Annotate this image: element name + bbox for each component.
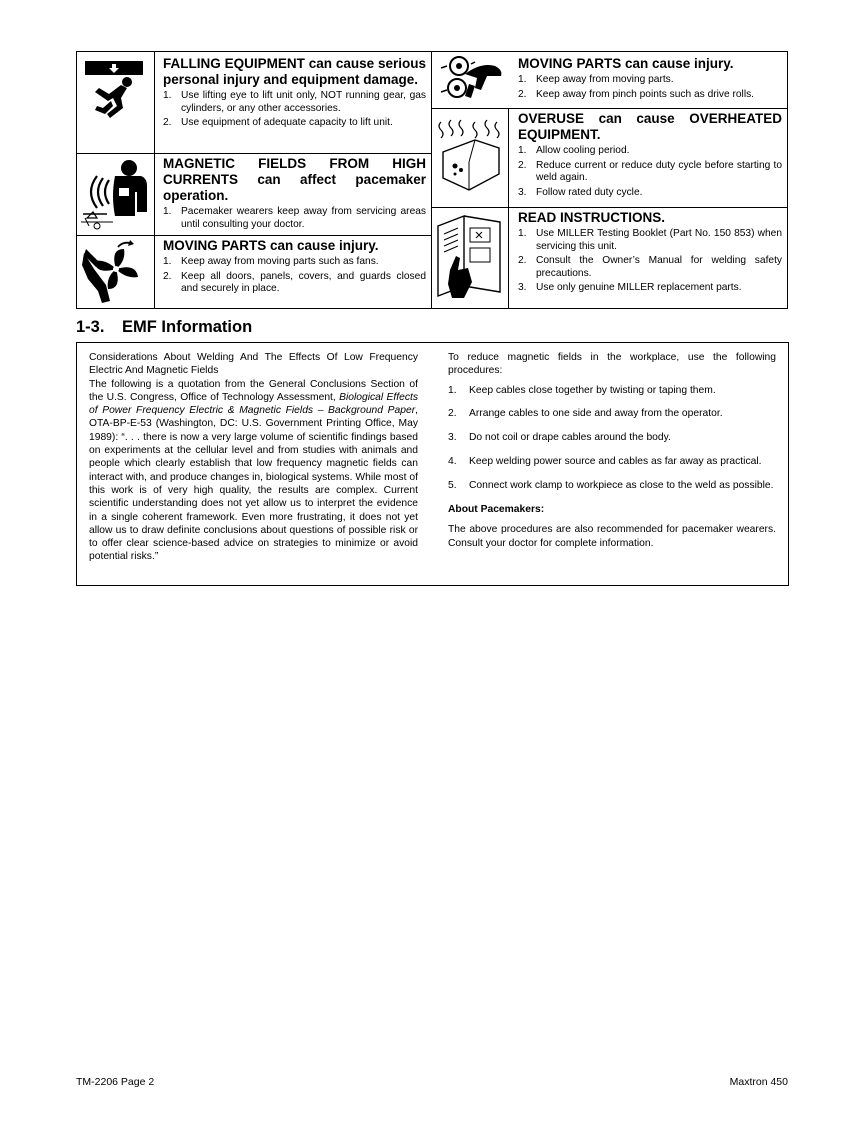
list-item: 1. Keep away from moving parts. [518, 74, 674, 85]
list-item: 3. Use only genuine MILLER replacement parts. [518, 282, 742, 293]
row-divider [431, 207, 788, 208]
emf-quotation: The following is a quotation from the General Conclusions Section of the U.S. Congress, Office of Technology Assessment, Biological Effects of Power Frequency Electric & Magnetic Fields – Background Paper, OTA-BP-E-53 (Washington, DC: U.S. Government Printing Office, May 1989): “. . . there is now a very large volume of scientific findings based on experiments at the cellular level and from studies with animals and people which clearly establish that low frequency magnetic fields can interact with, and produce changes in, biological systems. While most of this work is of very high quality, the results are complex. Current scientific understanding does not yet allow us to interpret the evidence in a single coherent framework. Even more frustrating, it does not yet allow us to draw definite conclusions about questions of possible risk or to offer clear science-based advice on strategies to minimize or avoid potential risks.” [89, 378, 418, 563]
moving-parts-rolls-warning [518, 56, 782, 103]
moving-parts-rolls-list [518, 74, 782, 101]
pacemakers-text: The above procedures are also recommended for pacemaker wearers. Consult your doctor for complete information. [448, 524, 776, 549]
list-item: 2. Use equipment of adequate capacity to lift unit. [163, 117, 393, 128]
read-instructions-heading: READ INSTRUCTIONS. [518, 210, 666, 225]
publication-title: Biological Effects of Power Frequency Electric & Magnetic Fields – Background Paper [89, 391, 418, 417]
emf-left-title: Considerations About Welding And The Effects Of Low Frequency Electric And Magnetic Fields [89, 352, 418, 377]
list-item: 1. Use MILLER Testing Booklet (Part No. 150 853) when servicing this unit. [518, 228, 782, 252]
list-item: 4. Keep welding power source and cables as far away as practical. [448, 456, 762, 468]
moving-parts-fans-warning [163, 238, 426, 298]
icon-column-divider [154, 52, 155, 308]
emf-procedures-intro: To reduce magnetic fields in the workplace, use the following procedures: [448, 352, 776, 377]
falling-equipment-warning [163, 56, 426, 132]
overuse-heading: OVERUSE can cause OVERHEATED EQUIPMENT. [518, 111, 782, 142]
list-item: 1. Keep cables close together by twisting or taping them. [448, 384, 716, 396]
list-item: 1. Pacemaker wearers keep away from servicing areas until consulting your doctor. [163, 206, 426, 230]
magnetic-fields-heading: MAGNETIC FIELDS FROM HIGH CURRENTS can affect pacemaker operation. [163, 156, 426, 203]
row-divider [431, 108, 788, 109]
pacemaker-magnetic-field-icon [79, 156, 151, 232]
emf-info-box [76, 342, 789, 586]
emf-procedures-list [448, 384, 776, 493]
moving-parts-rolls-heading: MOVING PARTS can cause injury. [518, 56, 734, 71]
emf-right-column [448, 351, 776, 550]
footer-page-number: TM-2206 Page 2 [76, 1076, 155, 1088]
safety-table [76, 51, 788, 309]
list-item: 1. Allow cooling period. [518, 145, 630, 156]
section-number: 1-3. [76, 318, 105, 336]
column-divider [431, 52, 432, 308]
magnetic-fields-list [163, 206, 426, 231]
read-instructions-warning [518, 210, 782, 297]
magnetic-fields-warning [163, 156, 426, 233]
list-item: 5. Connect work clamp to workpiece as close to the weld as possible. [448, 480, 774, 492]
list-item: 2. Keep all doors, panels, covers, and guards closed and securely in place. [163, 270, 426, 294]
list-item: 2. Arrange cables to one side and away from the operator. [448, 408, 723, 420]
section-title [76, 318, 252, 337]
falling-equipment-heading: FALLING EQUIPMENT can cause serious personal injury and equipment damage. [163, 56, 426, 87]
overuse-list [518, 145, 782, 199]
overuse-warning [518, 111, 782, 201]
list-item: 2. Consult the Owner’s Manual for welding safety precautions. [518, 255, 782, 279]
list-item: 1. Keep away from moving parts such as fans. [163, 256, 379, 267]
row-divider [77, 153, 431, 154]
row-divider [77, 235, 431, 236]
moving-parts-fans-heading: MOVING PARTS can cause injury. [163, 238, 379, 253]
falling-equipment-icon [81, 58, 147, 122]
icon-column-divider [508, 108, 509, 308]
moving-parts-fans-list [163, 256, 426, 296]
section-title-text: EMF Information [122, 318, 253, 336]
falling-equipment-list [163, 90, 426, 130]
read-instructions-list [518, 228, 782, 295]
list-item: 3. Do not coil or drape cables around the body. [448, 432, 671, 444]
list-item: 2. Keep away from pinch points such as drive rolls. [518, 88, 755, 100]
read-instructions-book-icon [434, 212, 506, 306]
pacemakers-title: About Pacemakers: [448, 504, 545, 516]
list-item: 1. Use lifting eye to lift unit only, NOT running gear, gas cylinders, or any other accessories. [163, 90, 426, 114]
list-item: 3. Follow rated duty cycle. [518, 186, 643, 198]
fan-hand-moving-parts-icon [80, 239, 150, 305]
drive-rolls-moving-parts-icon [435, 54, 505, 106]
list-item: 2. Reduce current or reduce duty cycle before starting to weld again. [518, 159, 782, 183]
emf-left-column [89, 351, 418, 564]
overheated-equipment-icon [435, 112, 505, 204]
footer-product-name: Maxtron 450 [729, 1076, 788, 1088]
